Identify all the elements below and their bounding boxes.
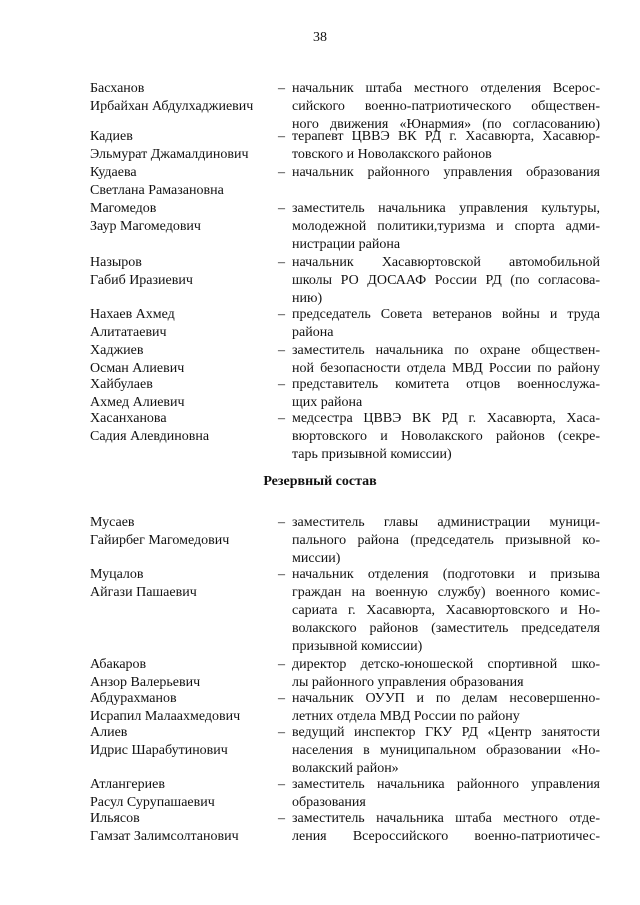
member-role-line <box>278 342 600 360</box>
member-name-line: Кудаева <box>90 165 137 180</box>
member-role <box>278 724 600 778</box>
member-role-line <box>278 690 600 708</box>
member-role-text: заместитель начальника штаба местного отде- <box>292 811 600 826</box>
member-name-line: Хаджиев <box>90 343 144 358</box>
member-name-line: Хайбулаев <box>90 377 153 392</box>
member-role-line <box>278 584 600 602</box>
member-role-line <box>278 514 600 532</box>
member-name-line: Кадиев <box>90 129 133 144</box>
member-role-text: начальник ОУУП и по делам несовершенно- <box>292 691 600 706</box>
member-role-text: сариата г. Хасавюрта, Хасавюртовского и Но- <box>292 603 600 618</box>
member-name-line: Магомедов <box>90 201 157 216</box>
member-name <box>90 128 275 164</box>
member-role-line <box>278 656 600 674</box>
dash-marker: – <box>278 81 285 96</box>
member-role-text: школы РО ДОСААФ России РД (по согласова- <box>292 273 600 288</box>
member-role-text: нию) <box>292 291 323 306</box>
member-role-line <box>278 306 600 324</box>
member-name <box>90 376 275 412</box>
member-role-text: миссии) <box>292 551 341 566</box>
member-name <box>90 514 275 550</box>
member-role-text: товского и Новолакского районов <box>292 147 492 162</box>
member-name-line: Ирбайхан Абдулхаджиевич <box>90 99 254 114</box>
dash-marker: – <box>278 129 285 144</box>
dash-marker: – <box>278 657 285 672</box>
member-name <box>90 306 275 342</box>
member-role-text: медсестра ЦВВЭ ВК РД г. Хасавюрта, Хаса- <box>292 411 600 426</box>
member-role-text: директор детско-юношеской спортивной шко- <box>292 657 600 672</box>
member-name <box>90 566 275 602</box>
member-role <box>278 376 600 412</box>
member-role-text: нистрации района <box>292 237 401 252</box>
member-role-text: пального района (председатель призывной ко- <box>292 533 600 548</box>
member-role <box>278 810 600 846</box>
member-name <box>90 164 275 200</box>
dash-marker: – <box>278 343 285 358</box>
member-name-line: Заур Магомедович <box>90 219 201 234</box>
member-name-line: Ахмед Алиевич <box>90 395 185 410</box>
member-name-line: Расул Сурупашаевич <box>90 795 215 810</box>
member-role-text: щих района <box>292 395 363 410</box>
member-role-text: тарь призывной комиссии) <box>292 447 452 462</box>
member-name-line: Мусаев <box>90 515 135 530</box>
member-name-line: Атлангериев <box>90 777 165 792</box>
member-role-text: вюртовского и Новолакского районов (секре- <box>292 429 600 444</box>
member-name-line: Нахаев Ахмед <box>90 307 175 322</box>
member-name <box>90 656 275 692</box>
member-role-text: района <box>292 325 334 340</box>
member-role-text: начальник Хасавюртовской автомобильной <box>292 255 600 270</box>
member-role-line <box>278 724 600 742</box>
member-role-line <box>278 324 600 342</box>
member-role-text: ления Всероссийского военно-патриотичес- <box>292 829 600 844</box>
member-role-line <box>278 236 600 254</box>
member-role-line <box>278 602 600 620</box>
member-name-line: Алиев <box>90 725 128 740</box>
member-name-line: Гамзат Залимсолтанович <box>90 829 239 844</box>
member-role-text: сийского военно-патриотического обществен- <box>292 99 600 114</box>
member-role-text: начальник отделения (подготовки и призыва <box>292 567 600 582</box>
member-name <box>90 200 275 236</box>
member-name <box>90 776 275 812</box>
member-name <box>90 254 275 290</box>
member-role-line <box>278 254 600 272</box>
member-name-line: Хасанханова <box>90 411 167 426</box>
member-role-text: заместитель начальника по охране обществен- <box>292 343 600 358</box>
member-name-line: Исрапил Малаахмедович <box>90 709 241 724</box>
dash-marker: – <box>278 165 285 180</box>
member-role-text: ведущий инспектор ГКУ РД «Центр занятости <box>292 725 600 740</box>
member-role <box>278 164 600 182</box>
dash-marker: – <box>278 725 285 740</box>
member-role-line <box>278 742 600 760</box>
member-role-line <box>278 532 600 550</box>
member-name <box>90 410 275 446</box>
member-name-line: Габиб Иразиевич <box>90 273 193 288</box>
member-name-line: Осман Алиевич <box>90 361 185 376</box>
member-role-line <box>278 566 600 584</box>
member-name <box>90 690 275 726</box>
member-role <box>278 566 600 656</box>
member-role <box>278 200 600 254</box>
member-role <box>278 128 600 164</box>
member-role <box>278 254 600 308</box>
member-role-text: заместитель начальника районного управления <box>292 777 600 792</box>
member-role-line <box>278 98 600 116</box>
member-role-line <box>278 146 600 164</box>
member-name-line: Назыров <box>90 255 142 270</box>
member-role-text: председатель Совета ветеранов войны и труда <box>292 307 600 322</box>
member-role <box>278 514 600 568</box>
dash-marker: – <box>278 777 285 792</box>
dash-marker: – <box>278 811 285 826</box>
member-role <box>278 776 600 812</box>
member-name <box>90 342 275 378</box>
member-role-line <box>278 272 600 290</box>
member-name-line: Гайирбег Магомедович <box>90 533 230 548</box>
member-role <box>278 690 600 726</box>
member-role-text: образования <box>292 795 366 810</box>
member-name-line: Муцалов <box>90 567 144 582</box>
member-name-line: Эльмурат Джамалдинович <box>90 147 249 162</box>
member-role-text: ного движения «Юнармия» (по согласованию) <box>292 117 600 132</box>
member-role-line <box>278 776 600 794</box>
dash-marker: – <box>278 201 285 216</box>
member-role-line <box>278 128 600 146</box>
member-role-text: волакского районов (заместитель председателя <box>292 621 600 636</box>
member-name-line: Идрис Шарабутинович <box>90 743 228 758</box>
member-role-line <box>278 218 600 236</box>
member-name-line: Ильясов <box>90 811 140 826</box>
dash-marker: – <box>278 377 285 392</box>
member-role-line <box>278 828 600 846</box>
member-name-line: Абдурахманов <box>90 691 177 706</box>
member-role-text: летних отдела МВД России по району <box>292 709 520 724</box>
dash-marker: – <box>278 411 285 426</box>
page-number: 38 <box>313 30 327 45</box>
member-role-line <box>278 376 600 394</box>
dash-marker: – <box>278 691 285 706</box>
member-role-text: граждан на военную службу) военного комис- <box>292 585 600 600</box>
member-role-text: заместитель главы администрации муници- <box>292 515 600 530</box>
member-role-text: терапевт ЦВВЭ ВК РД г. Хасавюрта, Хасавюр- <box>292 129 600 144</box>
member-name <box>90 724 275 760</box>
member-role-text: представитель комитета отцов военнослужа- <box>292 377 600 392</box>
member-role-text: призывной комиссии) <box>292 639 423 654</box>
member-role-text: начальник районного управления образования <box>292 165 600 180</box>
member-role-text: лы районного управления образования <box>292 675 524 690</box>
member-role-line <box>278 164 600 182</box>
member-role-text: молодежной политики,туризма и спорта адми- <box>292 219 600 234</box>
member-name-line: Светлана Рамазановна <box>90 183 224 198</box>
member-role-line <box>278 638 600 656</box>
member-name <box>90 80 275 116</box>
member-role-text: заместитель начальника управления культуры, <box>292 201 600 216</box>
dash-marker: – <box>278 515 285 530</box>
member-role <box>278 80 600 134</box>
member-name-line: Айгази Пашаевич <box>90 585 197 600</box>
member-name-line: Садия Алевдиновна <box>90 429 210 444</box>
member-role-text: волакский район» <box>292 761 399 776</box>
dash-marker: – <box>278 255 285 270</box>
member-role-text: ной безопасности отдела МВД России по району <box>292 361 600 376</box>
member-role <box>278 306 600 342</box>
member-role <box>278 410 600 464</box>
member-role-line <box>278 200 600 218</box>
member-name-line: Анзор Валерьевич <box>90 675 201 690</box>
dash-marker: – <box>278 567 285 582</box>
member-role-line <box>278 446 600 464</box>
member-role-line <box>278 620 600 638</box>
member-name-line: Алитатаевич <box>90 325 167 340</box>
member-name-line: Абакаров <box>90 657 147 672</box>
member-role-line <box>278 810 600 828</box>
member-name <box>90 810 275 846</box>
member-role <box>278 656 600 692</box>
member-role-line <box>278 428 600 446</box>
member-role-line <box>278 80 600 98</box>
member-role-text: начальник штаба местного отделения Всерос- <box>292 81 600 96</box>
section-heading-reserve: Резервный состав <box>263 474 377 489</box>
member-role <box>278 342 600 378</box>
member-role-text: населения в муниципальном образовании «Но- <box>292 743 600 758</box>
member-name-line: Басханов <box>90 81 145 96</box>
dash-marker: – <box>278 307 285 322</box>
member-role-line <box>278 410 600 428</box>
